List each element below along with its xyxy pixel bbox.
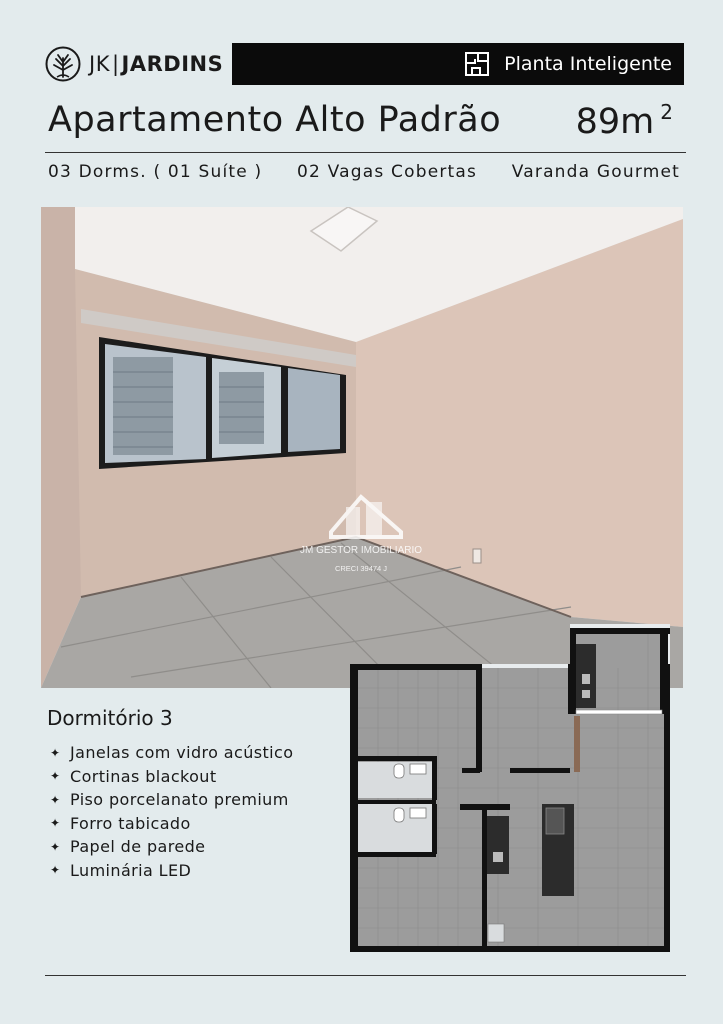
spec-dorms: 03 Dorms. ( 01 Suíte ) [48,162,263,182]
sparkle-icon: ✦ [50,769,61,784]
brand-jardins: JARDINS [121,52,224,76]
specs-row [48,162,680,182]
sparkle-icon: ✦ [50,839,61,854]
feature-label: Forro tabicado [70,813,191,833]
list-item [50,812,293,836]
sparkle-icon: ✦ [50,792,61,807]
area-number: 89m [575,102,655,142]
bottom-divider [45,975,686,976]
top-divider [45,152,686,153]
sparkle-icon: ✦ [50,863,61,878]
feature-label: Janelas com vidro acústico [70,743,294,763]
list-item [50,741,293,765]
sparkle-icon: ✦ [50,816,61,831]
feature-label: Piso porcelanato premium [70,790,289,810]
page-title: Apartamento Alto Padrão [48,100,502,140]
spec-varanda: Varanda Gourmet [511,162,680,182]
list-item [50,859,293,883]
room-title: Dormitório 3 [47,706,173,730]
area-superscript: 2 [660,100,673,124]
sparkle-icon: ✦ [50,745,61,760]
brand-jk: JK [89,52,110,76]
list-item [50,788,293,812]
watermark-name: JM GESTOR IMOBILIARIO [299,545,423,556]
planta-inteligente-badge [232,43,684,85]
spec-vagas: 02 Vagas Cobertas [297,162,478,182]
feature-label: Luminária LED [70,860,192,880]
brand-logo [45,46,223,82]
brand-separator: | [111,52,120,76]
tree-logo-icon [45,46,81,82]
feature-label: Papel de parede [70,837,206,857]
watermark-creci: CRECI 39474 J [334,564,388,573]
list-item [50,835,293,859]
feature-list [50,741,293,882]
area-value [576,100,673,142]
floor-plan-icon [464,51,490,77]
brand-name [89,52,223,76]
list-item [50,765,293,789]
feature-label: Cortinas blackout [70,766,217,786]
floor-plan [348,624,672,952]
room-photo [41,207,683,688]
badge-label: Planta Inteligente [504,53,672,75]
